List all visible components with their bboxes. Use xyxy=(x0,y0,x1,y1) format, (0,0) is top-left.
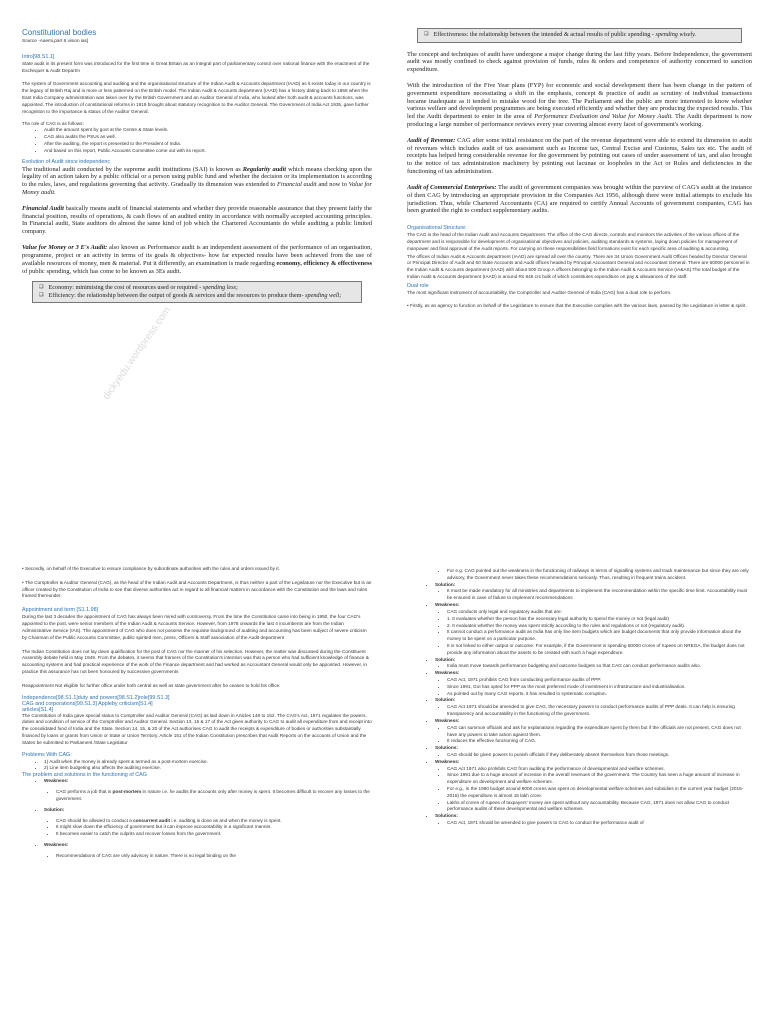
revenue-audit-lead: Audit of Revenue: xyxy=(407,136,456,144)
regularity-text-d: and now to xyxy=(316,181,349,189)
box-item-text: Efficiency: the relationship between the output of goods & services and the resources to produce them- spending well; xyxy=(48,291,342,299)
weakness-solution-list xyxy=(407,568,752,827)
org-paragraph-2: The offices of Indian Audit & Accounts department (IAAD) are spread all over the country. There are 34 Union Government Audit Offices headed by Director General or Principal Director of Audit and 60 State Accounts and Audit offices headed by Principal Accountant General and Accountant General. There are 60000 personnel in the Indian Audit & Accounts department (IAAD) with about 500 Group A officers belonging to the Indian Audit & Accounts Service (IA&AS).The total budget of the Indian Audit & Accounts department (IAAD) is around Rs 846 crs bulk of which constitutes expenditure on pay & allowances of the staff. xyxy=(407,253,750,279)
list-item: • CAG Act, 1971 prohibits CAG from conducting performance audits of PPP. xyxy=(447,677,752,684)
financial-audit-term: Financial audit xyxy=(277,181,317,189)
dual-role-paragraph-2: • Firstly, as an agency to function on behalf of the Legislature to ensure that the Executive complies with the various laws, passed by the Legislature in letter & spirit. xyxy=(407,302,747,308)
evolution-heading: Evolution of Audit since independenc xyxy=(22,158,111,165)
dual-role-paragraph-1: The most significant instrument of accountability, the Comptroller and Auditor General of India (CAG) has a dual role to perform. xyxy=(407,289,672,295)
role-item: • After the auditing, the report is presented to the President of India. xyxy=(44,141,372,148)
s1-bold: concurrent audit xyxy=(133,817,171,823)
vfm-text: also known as Performance audit is an independent assessment of the performance of an organisation, programme, project or an activity in terms of its goals & objectives- how far expected results have been achieved from the use of available resources of money, men & material. Put it differently, an examination is made regarding xyxy=(22,244,372,267)
s1-text-c: i.e. auditing is done as and when the money is spent. xyxy=(170,817,282,823)
secondly-paragraph: • Secondly, on behalf of the Executive to ensure compliance by subordinate authorities with the rules and orders issued by it. xyxy=(22,566,280,571)
reappointment-paragraph: Reappointment Not eligible for further office under both central as well as state government after he ceases to hold his office. xyxy=(22,682,281,688)
appointment-paragraph: During the last 3 decades the appointment of CAG has always been mired with controversy. From the time the Constitution came into being in 1950, the four CAG's appointed to the post, were senior members of the Indian Audit & Accounts Service. However, from 1978 onwards the last 4 incumbents are from the Indian Administrative Service (IAS). The appointment of CAG who does not possess the requisite background of auditing and accounting has been subject of severe criticism by Chairman of the Public Accounts Committee, public spirited men, press, Officers & Staff association of the Audit department xyxy=(22,614,367,640)
list-item: • Lakhs of crores of rupees of taxpayers' money are spent without any accountability. Because CAG, 1971 does not allow CAG to conduct performance audits of these developmental and welfare schemes. xyxy=(447,800,752,814)
financial-audit-lead: Financial Audit xyxy=(22,204,64,212)
list-item: • CAG Act, 1971 should be amended to give powers to CAG to conduct the performance audit of xyxy=(447,820,752,827)
list-item: • As pointed out by many CAG reports, it has resulted in systematic corruption. xyxy=(447,691,752,698)
regularity-text-b: which means checking upon the legality of an action taken by a public official or a person using public fund and whether the decision or its implementation is according to the rules, laws, and regulations governing that activity. Gradually its dimension was extended to xyxy=(22,165,372,189)
list-item: • Recommendations of CAG are only advisory in nature. There is no legal binding on the xyxy=(56,853,372,860)
page-bottom-right xyxy=(407,566,752,1024)
appointment-heading: Appointment and term [S1.1,98] xyxy=(22,607,99,614)
list-item: • Since 1991 due to a huge amount of increase in the overall revenues of the government. The Country has seen a huge amount of increase in expenditure on development and welfare schemes. xyxy=(447,772,752,786)
list-item: • It cannot conduct a performance audit as India has only line item budgets which are budget documents that only provide information about the money to be spent on a particular purpose. xyxy=(447,629,752,643)
section-label: • Weakness: xyxy=(435,602,752,609)
list-item: • CAG conducts only legal and regulatory audits that are: xyxy=(447,609,752,616)
list-item: • It might slow down the efficiency of government but it can improve accountability in a significant manner. xyxy=(56,824,372,831)
box-item xyxy=(39,284,355,292)
role-heading: The role of CAG is as follows: xyxy=(22,120,84,126)
weakness-label: • Weakness: xyxy=(44,842,372,849)
page-top-right xyxy=(407,28,752,528)
financial-audit-text: basically means audit of financial statements and whether they provide reasonable assurance that they present fairly the financial position, results of operations, & cash flows of an audited entity in accordance with normally accepted accounting principles. In Financial audit, State auditors do almost the same kind of job which the Chartered Accountants do while auditing a public limited company. xyxy=(22,204,372,236)
solution-label: • Solution: xyxy=(44,807,372,814)
effectiveness-em: spending wisely. xyxy=(655,31,697,38)
fyp-paragraph xyxy=(407,82,752,129)
problem-item: • 2) Line item budgeting also affects the auditing exercise. xyxy=(44,765,372,772)
problem-solutions-heading: The problem and solutions in the functioning of CAG xyxy=(22,772,147,779)
problem-solutions-list xyxy=(22,778,372,785)
problems-list xyxy=(22,759,372,773)
three-es-box xyxy=(32,281,362,303)
vfm-3es: economy, efficiency & effectiveness xyxy=(276,259,372,267)
concept-paragraph: The concept and techniques of audit have undergone a major change during the last fifty years. Before Independence, the government audit was mostly confined to check against provision of funds, rules & orders and competence of authority concerned to sanction expenditure. xyxy=(407,50,752,74)
problems-heading: Problems With CAG: xyxy=(22,751,72,758)
intro-paragraph-1: State audit in its present form was introduced for the first time in Great Britain as an integral part of parliamentary control over national finance with the enactment of the Exchequer & Audit Departm xyxy=(22,60,370,73)
fyp-em: Performance Evaluation and Value for Money Audit. xyxy=(534,113,673,121)
weakness-2-items xyxy=(22,853,372,860)
list-item xyxy=(56,818,372,825)
revenue-audit-text: CAG after some initial resistance on the part of the revenue department were able to extend its dimension to audit of revenues which includes audit of tax assessment such as Income tax, Central Excise and Customs, Sales tax etc. The audit of receipts has helped bring considerable revenue for the government by pointing out cases of under assessment of tax, and also brought to the notice of tax administration machinery by pointing out lacunae or loopholes in the Act or Rules and deficiencies in the functioning of tax administration. xyxy=(407,136,752,176)
effectiveness-text: Effectiveness: the relationship between the intended & actual results of public spending - xyxy=(433,31,656,38)
commercial-audit-lead: Audit of Commercial Enterprises: xyxy=(407,183,497,191)
topic-links-1: Independence[98.S1.1]duty and powers[98.S1.2]role[99.S1.3] xyxy=(22,694,170,701)
section-label: • Weakness: xyxy=(435,759,752,766)
section-label: • Solutions: xyxy=(435,813,752,820)
list-item: • It is not linked to either output or outcome. For example, if the Government is spending 60000 crores of rupees on NREGA, the budget does not provide any information about the assets to be created with such a huge expenditure. xyxy=(447,643,752,657)
list-item: • 1. It evaluates whether the person has the necessary legal authority to spend the money or not (legal audit) xyxy=(447,616,752,623)
checkbox-bullet-icon: ❑ xyxy=(39,292,44,298)
articles-paragraph: The Constitution of India gave special status to Comptroller and Auditor General (CAG) as laid down in Articles 148 to 152. The CAG's Act, 1971 regulates the powers, duties and condition of service of the Comptroller and Auditor General. Section 13, 16 & 17 of the Act gives authority to CAG to audit all expenditure from and receipt into the consolidated fund of India and the State. Section 14, 15, & 20 of the Act authorises CAG to audit the receipts & expenditure of bodies or authorities substantially financed by loans or grants from Union or State or Union Territory. Article 151 of the Indian Constitution prescribes that Audit Reports on the accounts of Union and the States be submitted to Parliament /State Legislatur xyxy=(22,712,372,745)
fyp-text-a: With the introduction of the Five Year plans (FYP) for economic and social development there has been change in the pattern of government expenditure necessitating a shift in the emphasis, concept & practice of audit as scrutiny of individual transactions became inadequate as it tended to mistake wood for the tree. The Parliament and the public are more interested to know whether various welfare and development programmes are being executed efficiently and whether they are producing the expected results. This led the Audit department to enter in the area of xyxy=(407,81,752,121)
weakness-2-label-list xyxy=(22,842,372,849)
list-item xyxy=(56,789,372,803)
section-label: • Solutions: xyxy=(435,745,752,752)
page-bottom-left xyxy=(22,566,372,1024)
document-title: Constitutional bodies xyxy=(22,28,97,37)
s1-text-a: CAG should be allowed to conduct a xyxy=(56,817,134,823)
w1-text-c: in nature i.e. he audits the accounts only after money is spent. It becomes difficult to recover any losses to the government. xyxy=(56,789,370,801)
checkbox-bullet-icon: ❑ xyxy=(39,285,44,291)
financial-audit-paragraph xyxy=(22,205,372,236)
section-label: • Solution: xyxy=(435,657,752,664)
list-item: • It becomes easier to catch the culprits and recover losses from the government. xyxy=(56,831,372,838)
intro-paragraph-2: The system of Government accounting and auditing and the organisational structure of the Indian Audit & Accounts department (IAAD) as it exists today in our country is the legacy of British Raj and is more or less patterned on the British model. The Indian Audit & Accounts department (IAAD) has a history dating back to 1858 when the East India Company administration was taken over by the British Government and an Auditor General of India, who looked after both audit & accounts functions, was appointed. The introduction of constitutional reforms in 1919 brought about statutory recognition to the Auditor General. The Government of India Act 1935, gave further recognition to the importance & status of the Auditor General. xyxy=(22,81,371,114)
topic-links-2: CAG and corporations[99.S1.3] Appleby criticism[S1.4] xyxy=(22,700,153,707)
vfm-lead: Value for Money or 3 E's Audit: xyxy=(22,244,108,252)
section-label: • Weakness: xyxy=(435,718,752,725)
list-item: • It must be made mandatory for all ministries and departments to implement the recommendation within the specific time limit. Accountability must be ensured in case of failure to implement recommendations xyxy=(447,588,752,602)
vfm-audit-term: Value for Money audit. xyxy=(22,181,372,196)
section-label: • Solution: xyxy=(435,582,752,589)
section-label: • Solution: xyxy=(435,697,752,704)
role-item: • And based on this report, Public Accounts Committee come out with its report. xyxy=(44,148,372,155)
effectiveness-box xyxy=(417,28,742,43)
list-item: • CAG Act 1971 also prohibits CAG from auditing the performance of developmental and welfare schemes. xyxy=(447,766,752,773)
box-item-em: spending less; xyxy=(202,284,239,292)
list-item: • CAG can summon officials and ask for explanations regarding the expenditure spent by them but if the officials are not present, CAG does not have any powers to take action against them. xyxy=(447,725,752,739)
regularity-audit-paragraph xyxy=(22,166,372,197)
solution-1-label-list xyxy=(22,807,372,814)
list-item: • It reduces the effective functioning of CAG. xyxy=(447,738,752,745)
vfm-tail: of public spending, which has come to be known as 3Es audit. xyxy=(22,267,182,275)
box-item-text: Economy: minimising the cost of resources used or required - spending less; xyxy=(48,284,239,292)
box-item-em: spending well; xyxy=(305,291,342,299)
w1-bold: post-mortem xyxy=(112,789,142,795)
regularity-text-a: The traditional audit conducted by the supreme audit institutions (SAI) is known as xyxy=(22,165,243,173)
problem-item: • 1) Audit when the money is already spent & termed as a post-mortem exercise. xyxy=(44,759,372,766)
list-item: • For e.g., in the 1990 budget around 9000 crores was spent on developmental welfare schemes and subsidies in the current year budget (2015-2016) the expenditure is almost 15 lakh crore. xyxy=(447,786,752,800)
list-item: • India must move towards performance budgeting and outcome budgets so that CAG can conduct performance audits also. xyxy=(447,663,752,670)
solution-1-items xyxy=(22,818,372,838)
list-item: • CAG Act 1971 should be amended to give CAG, the necessary powers to conduct performance audits of PPP deals. It can help is ensuring transparency and accountability in the functioning of the government. xyxy=(447,704,752,718)
weakness-1-items xyxy=(22,789,372,803)
list-item: • 2. It evaluates whether the money was spent strictly according to the rules and regulations or not (regulatory audit). xyxy=(447,623,752,630)
fyp-text-b: The Audit department is now producing a large number of performance reviews every year covering almost every facet of government's working. xyxy=(407,113,752,128)
org-structure-heading: Organisational Structure: xyxy=(407,225,467,232)
role-item: • Audit the amount spent by govt at the Centre & State levels. xyxy=(44,127,372,134)
page-top-left xyxy=(22,28,372,528)
source-line: Source -Aaemi,part 6 vision ias] xyxy=(22,38,89,43)
revenue-audit-paragraph xyxy=(407,137,752,176)
watermark: dickyedu.wordpress.com xyxy=(100,305,174,402)
topic-links-3: articles[S1.4] xyxy=(22,706,54,713)
checkbox-bullet-icon: ❏ xyxy=(424,32,429,37)
intro-heading: Intro[98.S1.1] xyxy=(22,53,55,60)
constitution-paragraph: The Indian Constitution does not lay down qualification for the post of CAG nor the manner of his selection. However, the matter was discussed during the Constituent Assembly debate held in May 1949. From the debates, it seems that framers of the Constitution's intention was that a person who had sufficient knowledge of finance & accounting systems and had practical experience of the work of the Finance department and had worked as Accountant General would only be appointed. However, in practice this assurance has not been honoured by successive governments xyxy=(22,648,369,674)
box-item xyxy=(39,292,355,300)
w1-text-a: CAG performs a job that is xyxy=(56,789,113,795)
commercial-audit-paragraph xyxy=(407,184,752,215)
vfm-paragraph xyxy=(22,244,372,275)
commercial-audit-text: The audit of government companies was brought within the purview of CAG's audit at the instance of then CAG by introducing an appropriate provision in the Companies Act 1956, although there were initial attempts to exclude his jurisdiction. Thus, while Chartered Accountants (CA) are required to certify Annual Accounts of government companies, CAG has been granted the right to conduct supplementary audits. xyxy=(407,183,752,215)
list-item: • For e.g. CAG pointed out the weakness in the functioning of railways in terms of signalling systems and track maintenance but since they are only advisory, the Government never takes these recommendations seriously. Thus, resulting in frequent trains accident. xyxy=(447,568,752,582)
section-label: • Weakness: xyxy=(435,670,752,677)
weakness-label: • Weakness: xyxy=(44,778,372,785)
role-item: • CAG also audits the PSUs as well. xyxy=(44,134,372,141)
list-item: • CAG should be given powers to punish officials if they deliberately absent themselves from those meetings. xyxy=(447,752,752,759)
org-paragraph-1: The CAG is the head of the Indian Audit and Accounts Department. The office of the CAG directs, controls and monitors the activities of the various offices of the department and is responsible for development of organisational objectives and policies, auditing standards & systems, laying down policies for management of manpower and final approval of the Audit reports. For carrying on these responsibilities field formations exist for each specific area of auditing & accounting. xyxy=(407,232,740,251)
dual-role-heading: Dual role xyxy=(407,282,429,289)
list-item: • Since 1991, GoI has opted for PPP as the most preferred mode of investment in infrastructure and industrialisation. xyxy=(447,684,752,691)
cag-head-paragraph: • The Comptroller & Auditor General (CAG), as the head of the Indian Audit and Accounts Department, is thus neither a part of the Legislature nor the Executive but is an officer created by the Constitution of India to see that diverse authorities act in regard to all financial matters in accordance with the Constitution and the laws and rules framed thereunder. xyxy=(22,579,372,599)
role-list xyxy=(22,127,372,154)
regularity-audit-term: Regularity audit xyxy=(242,165,287,173)
